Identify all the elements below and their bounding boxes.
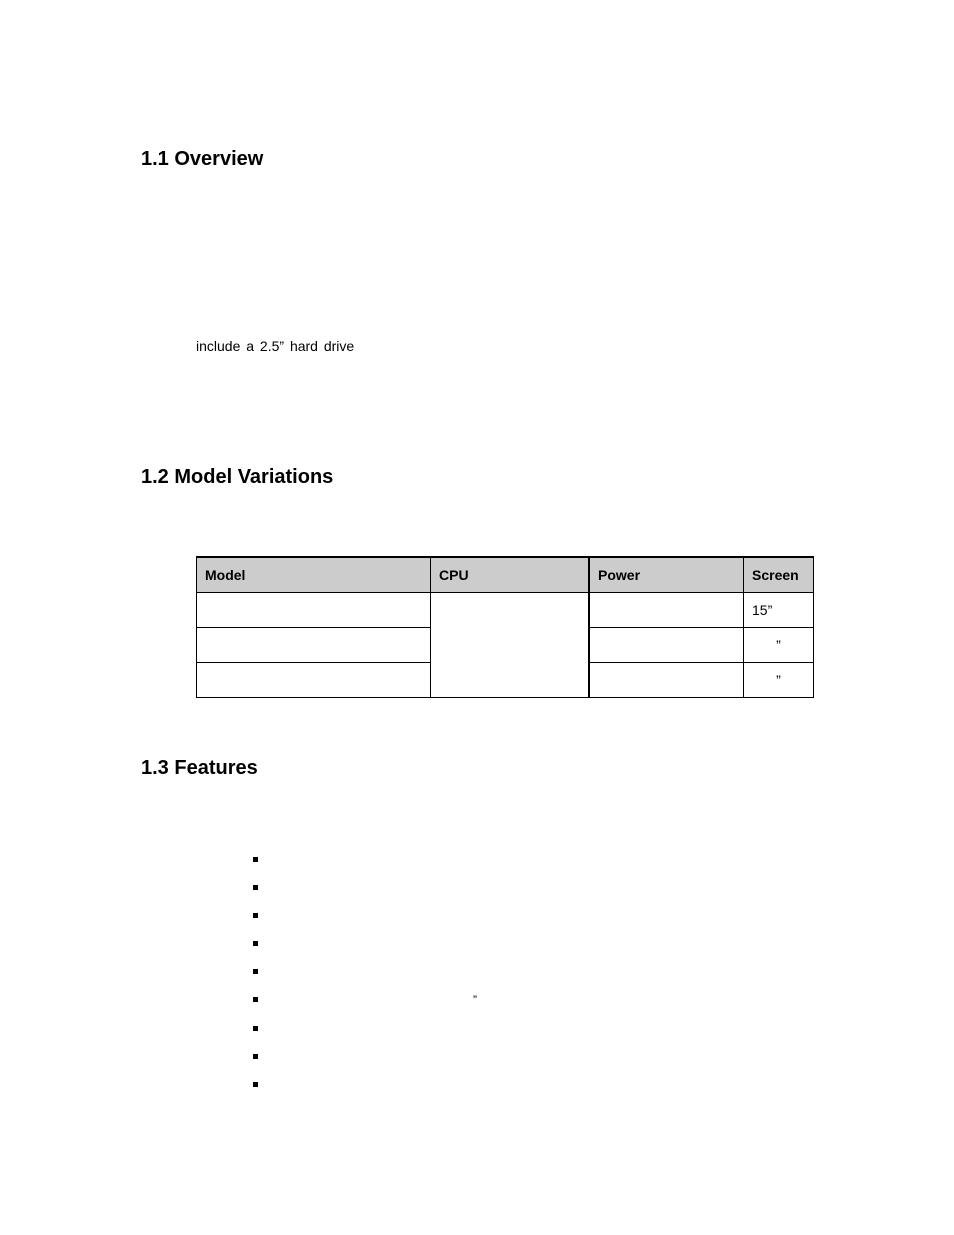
overview-paragraph: include a 2.5” hard drive xyxy=(196,338,355,354)
cell-model xyxy=(197,593,431,628)
cell-power xyxy=(589,593,744,628)
column-header-power: Power xyxy=(589,557,744,593)
list-item xyxy=(253,846,813,874)
cell-screen: ” xyxy=(744,628,814,663)
section-heading-features: 1.3 Features xyxy=(141,757,258,779)
table-header-row xyxy=(197,557,814,593)
section-heading-overview: 1.1 Overview xyxy=(141,148,264,170)
square-bullet-icon xyxy=(253,969,258,974)
square-bullet-icon xyxy=(253,941,258,946)
list-item xyxy=(253,1015,813,1043)
square-bullet-icon xyxy=(253,913,258,918)
square-bullet-icon xyxy=(253,1026,258,1031)
column-header-cpu: CPU xyxy=(431,557,590,593)
list-item xyxy=(253,874,813,902)
list-item xyxy=(253,958,813,986)
section-heading-model-variations: 1.2 Model Variations xyxy=(141,466,334,488)
square-bullet-icon xyxy=(253,885,258,890)
square-bullet-icon xyxy=(253,1054,258,1059)
features-list xyxy=(253,846,813,1099)
cell-power xyxy=(589,663,744,698)
list-item xyxy=(253,986,813,1014)
cell-power xyxy=(589,628,744,663)
list-item xyxy=(253,1043,813,1071)
cell-model xyxy=(197,628,431,663)
square-bullet-icon xyxy=(253,997,258,1002)
list-item xyxy=(253,902,813,930)
model-variations-table xyxy=(196,556,814,698)
column-header-model: Model xyxy=(197,557,431,593)
column-header-screen: Screen xyxy=(744,557,814,593)
table-row xyxy=(197,593,814,628)
square-bullet-icon xyxy=(253,1082,258,1087)
list-item xyxy=(253,930,813,958)
cell-screen: 15” xyxy=(744,593,814,628)
cell-cpu xyxy=(431,593,590,698)
cell-model xyxy=(197,663,431,698)
feature-text: ” xyxy=(473,993,477,1008)
square-bullet-icon xyxy=(253,857,258,862)
list-item xyxy=(253,1071,813,1099)
cell-screen: ” xyxy=(744,663,814,698)
